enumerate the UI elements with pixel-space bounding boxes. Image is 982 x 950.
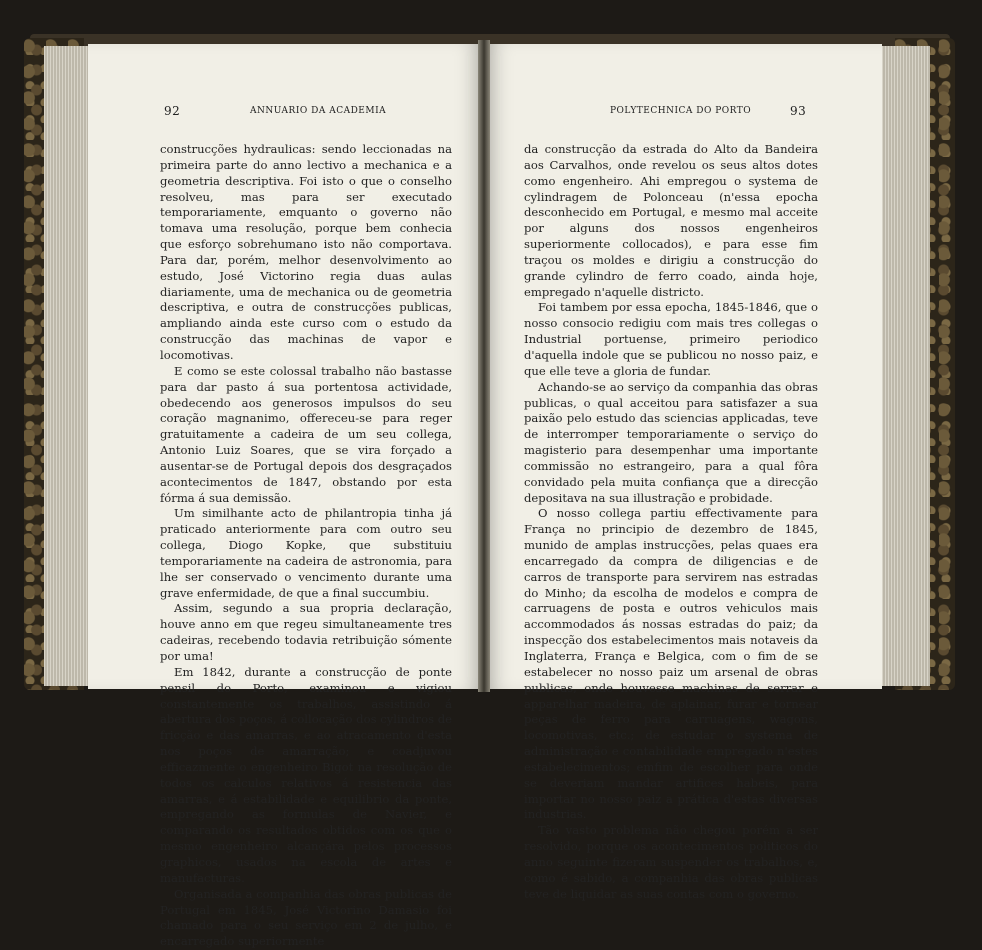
paragraph: O nosso collega partiu effectivamente para França no principio de dezembro de 1845, munido de amplas instrucções, pelas quaes era encarregado da compra de diligencias e de carros de transporte para servirem nas estradas do Minho; da escolha de modelos e compra de carruagens de posta e outros vehiculos mais accommodados ás nossas estradas do paiz; da inspecção dos estabelecimentos mais notaveis da Inglaterra, França e Belgica, com o fim de se estabelecer no nosso paiz um arsenal de obras publicas, onde houvesse machinas de serrar e apparelhar madeira, de aplainar, furar e tornear peças de ferro para carruagens, wagons, locomotivas, etc.; de estudar o systema de administração e contabilidade empregado n'estes estabelecimentos; emfim de escolher para onde se deveriam mandar artifices habeis, para importar no nosso paiz a prática d'estas diversas industrias.: [524, 506, 818, 822]
right-page: [486, 44, 882, 901]
right-page-header: [486, 106, 882, 122]
left-page-body: [160, 142, 452, 950]
left-page: [88, 44, 482, 949]
page-edges-left: [44, 46, 92, 686]
paragraph: Um similhante acto de philantropia tinha já praticado anteriormente para com outro seu collega, Diogo Kopke, que substituiu temporariamente na cadeira de astronomia, para lhe ser conservado o vencimento durante uma grave enfermidade, de que a final succumbiu.: [160, 506, 452, 600]
left-running-head: ANNUARIO DA ACADEMIA: [250, 106, 387, 116]
paragraph: Achando-se ao serviço da companhia das obras publicas, o qual acceitou para satisfazer a sua paixão pelo estudo das sciencias applicadas, teve de interromper temporariamente o serviço do magisterio para desempenhar uma importante commissão no estrangeiro, para a qual fôra convidado pela muita confiança que a direcção depositava na sua illustração e probidade.: [524, 379, 818, 505]
book-gutter: [478, 40, 490, 692]
paragraph: Tão vasto problema não chegou porém a ser resolvido, porque os acontecimentos politicos do anno seguinte fizeram suspender os trabalhos, e, como é sabido, a companhia das obras publicas teve de liquidar as suas contas com o governo.: [524, 823, 818, 901]
left-page-number: 92: [164, 104, 181, 118]
paragraph: Foi tambem por essa epocha, 1845-1846, que o nosso consocio redigiu com mais tres collegas o Industrial portuense, primeiro periodico d'aquella indole que se publicou no nosso paiz, e que elle teve a gloria de fundar.: [524, 300, 818, 378]
page-edges-right: [880, 46, 930, 686]
right-page-body: [524, 142, 818, 903]
left-page-header: [88, 106, 482, 122]
paragraph: Em 1842, durante a construcção de ponte pensil do Porto, examinou e vigiou constantemente os trabalhos, assistindo á abertura dos poços, á collocação dos cylindros de fricção e das amarras, e ao atracamento d'esta nos poços de amarração; e coadjuvou efficazmente o engenheiro Bigot na resolução de todos os calculos relativos á resistencia das amarras, e á estabilidade e equilibrio da ponte, empregando as formulas de Navier, e comparando os resultados obtidos com os que o mesmo engenheiro alcançára pelos processos graphicos, usados na escola de artes e manufacturas.: [160, 664, 453, 885]
right-running-head: POLYTECHNICA DO PORTO: [610, 106, 752, 116]
paragraph: da construcção da estrada do Alto da Bandeira aos Carvalhos, onde revelou os seus altos dotes como engenheiro. Ahi empregou o systema de cylindragem de Polonceau (n'essa epocha desconhecido em Portugal, e mesmo mal acceite por alguns dos nossos engenheiros superiormente collocados), e para esse fim traçou os moldes e dirigiu a construcção do grande cylindro de ferro coado, ainda hoje, empregado n'aquelle districto.: [524, 142, 818, 299]
paragraph: construcções hydraulicas: sendo leccionadas na primeira parte do anno lectivo a mechanica e a geometria descriptiva. Foi isto o que o conselho resolveu, mas para ser executado temporariamente, emquanto o governo não tomava uma resolução, porque bem conhecia que esforço sobrehumano isto não comportava. Para dar, porém, melhor desenvolvimento ao estudo, José Victorino regia duas aulas diariamente, uma de mechanica ou de geometria descriptiva, e outra de construcções publicas, ampliando ainda este curso com o estudo da construcção das machinas de vapor e locomotivas.: [160, 142, 452, 362]
paragraph: E como se este colossal trabalho não bastasse para dar pasto á sua portentosa actividade, obedecendo aos generosos impulsos do seu coração magnanimo, offereceu-se para reger gratuitamente a cadeira de um seu collega, Antonio Luiz Soares, que se vira forçado a ausentar-se de Portugal depois dos desgraçados acontecimentos de 1847, obstando por esta fórma á sua demissão.: [160, 363, 452, 505]
paragraph: Assim, segundo a sua propria declaração, houve anno em que regeu simultaneamente tres cadeiras, recebendo todavia retribuição sómente por uma!: [160, 601, 452, 663]
paragraph: Organisada a companhia das obras publicas de Portugal em 1845, José Victorino Damasio foi chamado para o seu serviço em 2 de julho, e encarregado superiormente: [160, 886, 452, 949]
right-page-number: 93: [790, 104, 807, 118]
